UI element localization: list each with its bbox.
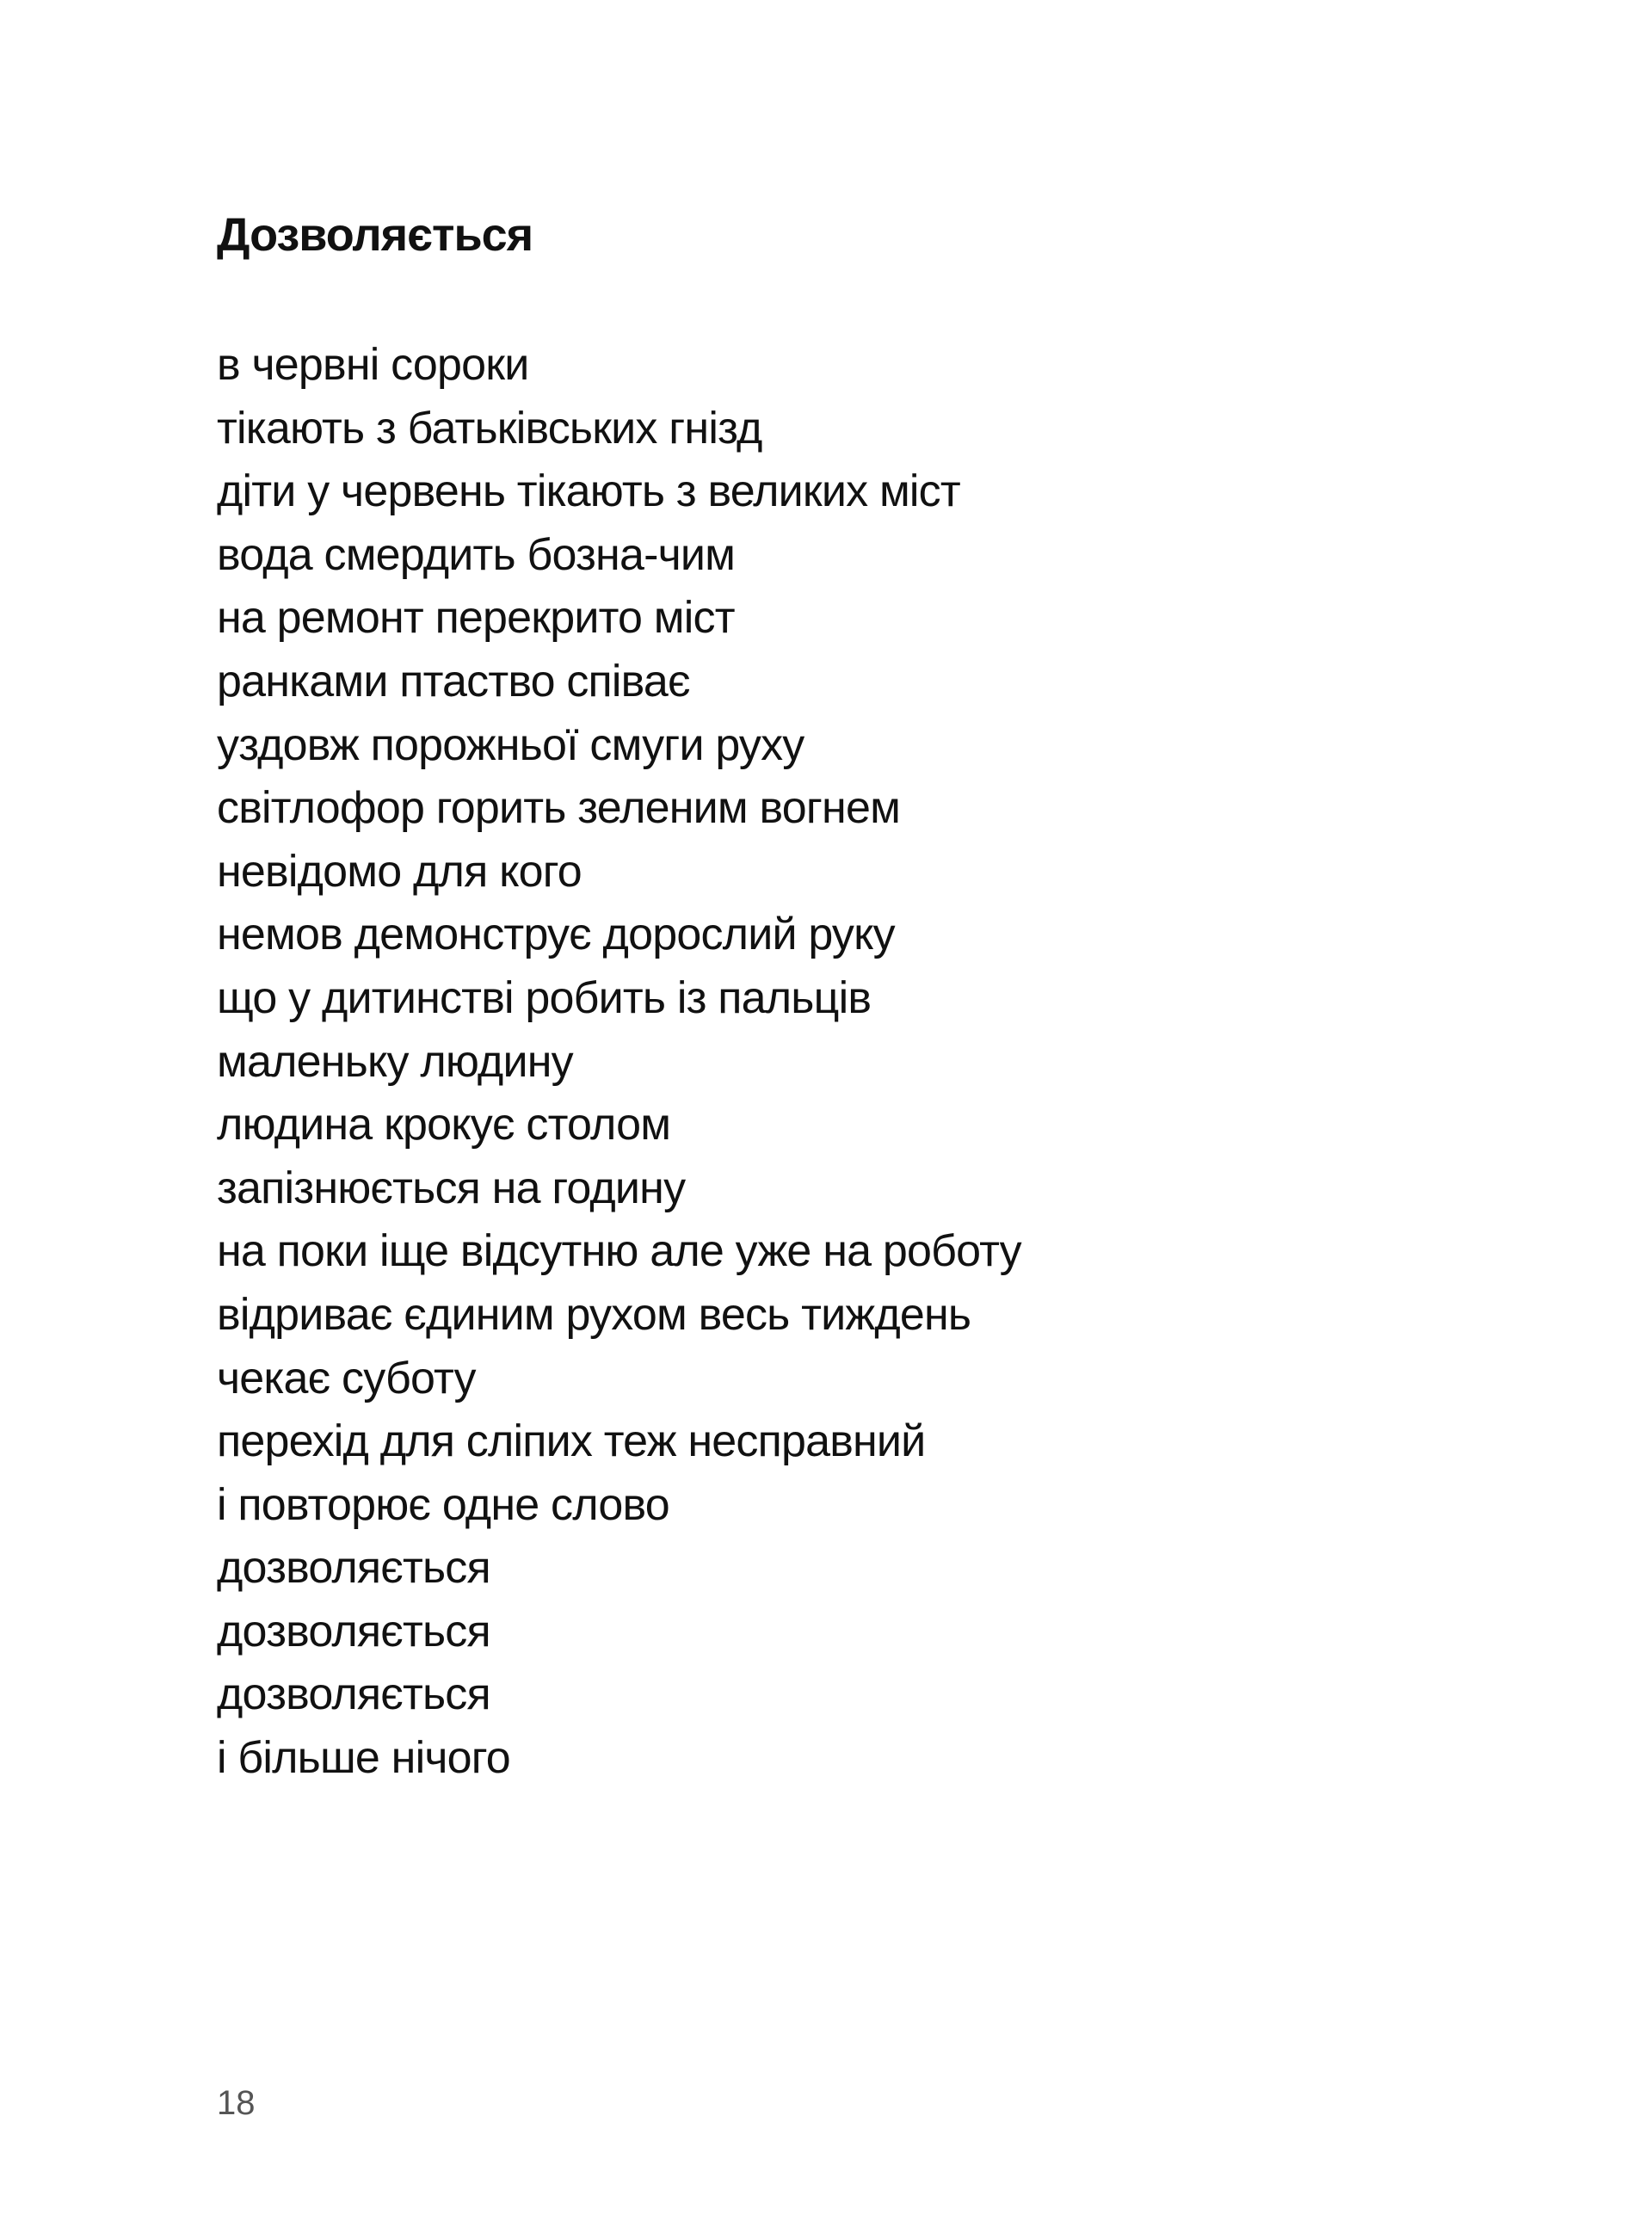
poem-line: запізнюється на годину — [217, 1163, 686, 1213]
poem-line: що у дитинстві робить із пальців — [217, 972, 872, 1023]
poem-line: і повторює одне слово — [217, 1479, 669, 1530]
poem-body — [217, 334, 1021, 1791]
poem-title: Дозволяється — [217, 209, 533, 261]
poem-line: вода смердить бозна-чим — [217, 529, 736, 580]
poem-line: дозволяється — [217, 1606, 490, 1656]
poem-line: відриває єдиним рухом весь тиждень — [217, 1289, 971, 1340]
poem-line: світлофор горить зеленим вогнем — [217, 783, 901, 834]
poem-line: тікають з батьківських гнізд — [217, 403, 762, 453]
poem-line: діти у червень тікають з великих міст — [217, 466, 960, 517]
poem-line: людина крокує столом — [217, 1100, 671, 1150]
poem-line: на ремонт перекрито міст — [217, 593, 735, 644]
poem-line: уздовж порожньої смуги руху — [217, 719, 804, 770]
poem-line: ранками птаство співає — [217, 656, 690, 706]
poem-line: маленьку людину — [217, 1036, 573, 1087]
poem-line: перехід для сліпих теж несправний — [217, 1416, 926, 1467]
poem-line: дозволяється — [217, 1669, 490, 1720]
poem-line: немов демонструє дорослий руку — [217, 910, 895, 960]
page-number: 18 — [217, 2084, 256, 2122]
poem-line: дозволяється — [217, 1543, 490, 1594]
poem-line: на поки іще відсутню але уже на роботу — [217, 1226, 1021, 1277]
poem-line: чекає суботу — [217, 1353, 476, 1403]
poem-line: і більше нічого — [217, 1733, 510, 1784]
poem-line: в червні сороки — [217, 340, 529, 390]
poem-line: невідомо для кого — [217, 846, 582, 897]
